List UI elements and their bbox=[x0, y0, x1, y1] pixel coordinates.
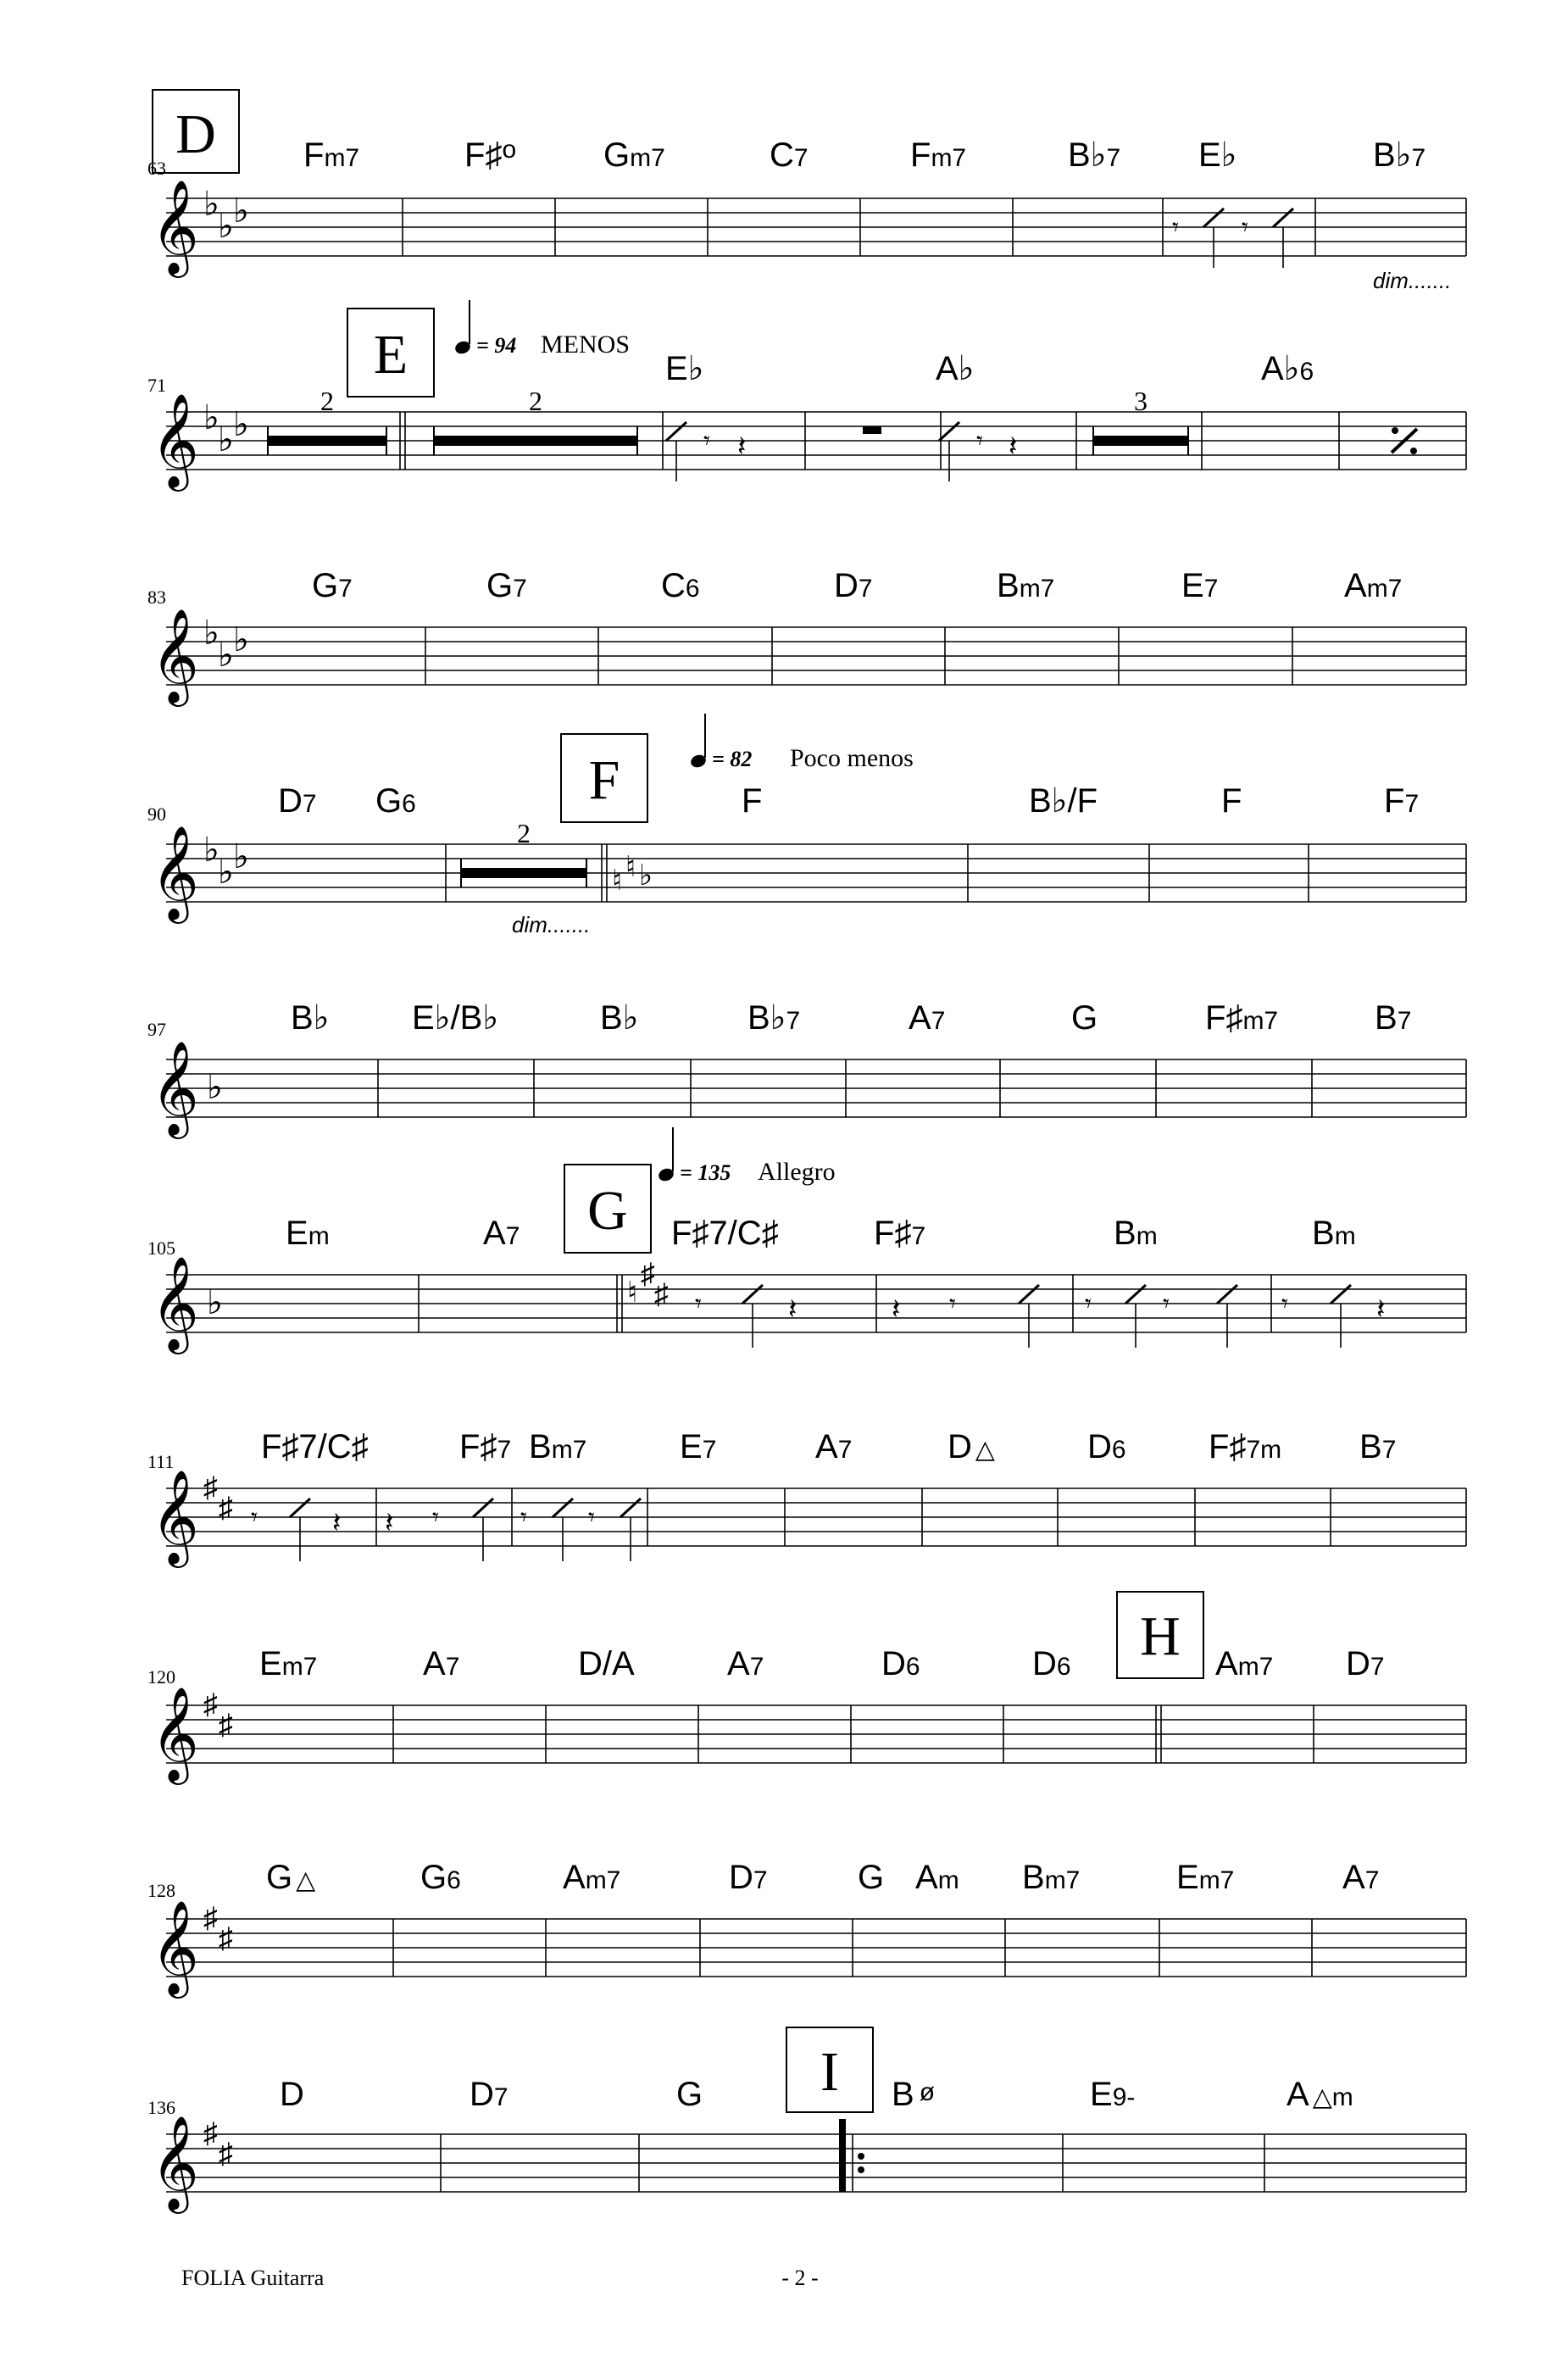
staff-lines bbox=[166, 627, 1466, 685]
svg-text:♯: ♯ bbox=[203, 1689, 218, 1721]
multirest bbox=[1093, 386, 1188, 455]
svg-text:𝄾: 𝄾 bbox=[949, 1290, 956, 1318]
measure-number: 83 bbox=[147, 587, 166, 608]
chord-symbol: A♭6 bbox=[1261, 350, 1314, 387]
rhythm-eighths bbox=[1172, 209, 1293, 268]
svg-text:𝄽: 𝄽 bbox=[892, 1294, 901, 1326]
svg-text:𝄽: 𝄽 bbox=[332, 1508, 342, 1539]
treble-clef-icon: 𝄞 bbox=[151, 1688, 199, 1779]
chord-symbol: E9- bbox=[1090, 2076, 1136, 2113]
chord-symbol: E♭ bbox=[1198, 136, 1237, 174]
key-signature bbox=[203, 2118, 233, 2170]
chord-symbol: A7 bbox=[483, 1215, 520, 1252]
repeat-start-barline bbox=[839, 2119, 864, 2192]
svg-text:𝄾: 𝄾 bbox=[1242, 214, 1248, 242]
measure-number: 128 bbox=[147, 1880, 175, 1901]
tempo-marking bbox=[453, 300, 630, 359]
chord-symbol: G bbox=[1071, 999, 1098, 1037]
svg-text:♭: ♭ bbox=[233, 192, 249, 230]
rehearsal-letter-e: E bbox=[373, 324, 408, 386]
svg-text:2: 2 bbox=[529, 386, 542, 416]
chord-symbol: B♭ bbox=[291, 999, 330, 1037]
svg-text:♯: ♯ bbox=[654, 1279, 669, 1310]
chord-symbol: E7 bbox=[1181, 567, 1219, 604]
chord-symbol: F bbox=[742, 782, 763, 820]
chord-symbol: B♭7 bbox=[1373, 136, 1426, 174]
svg-text:♭: ♭ bbox=[639, 860, 653, 892]
svg-text:♭: ♭ bbox=[218, 853, 234, 891]
svg-text:2: 2 bbox=[517, 818, 531, 848]
system-90 bbox=[147, 714, 1466, 937]
svg-text:♭: ♭ bbox=[233, 405, 249, 443]
svg-text:𝄾: 𝄾 bbox=[588, 1504, 595, 1532]
rehearsal-letter-h: H bbox=[1140, 1605, 1181, 1667]
chord-symbol: B ø bbox=[892, 2076, 936, 2113]
svg-text:♮: ♮ bbox=[625, 852, 636, 883]
chord-symbol: Gm7 bbox=[603, 136, 665, 174]
chord-symbol: F♯7 bbox=[459, 1428, 512, 1465]
key-signature bbox=[203, 1689, 233, 1741]
chord-symbol: D7 bbox=[1346, 1645, 1385, 1682]
tempo-marking bbox=[689, 714, 914, 772]
system-120 bbox=[147, 1592, 1466, 1785]
measure-number: 105 bbox=[147, 1237, 175, 1259]
svg-text:♮: ♮ bbox=[612, 865, 623, 897]
system-71 bbox=[147, 300, 1466, 492]
chord-symbol: D △ bbox=[947, 1428, 995, 1465]
svg-text:♭: ♭ bbox=[233, 620, 249, 659]
chord-symbol: Bm bbox=[1114, 1215, 1158, 1252]
chord-symbol: G6 bbox=[375, 782, 416, 820]
dynamic-dim: dim....... bbox=[1373, 268, 1452, 293]
chord-symbol: B♭7 bbox=[747, 999, 801, 1037]
chord-symbol: F♯7/C♯ bbox=[261, 1428, 369, 1465]
chord-symbol: Fm7 bbox=[910, 136, 967, 174]
chord-symbol: Am7 bbox=[1215, 1645, 1274, 1682]
svg-text:Poco menos: Poco menos bbox=[790, 744, 914, 772]
chord-symbol: G bbox=[858, 1859, 885, 1896]
key-signature bbox=[203, 614, 249, 674]
rehearsal-letter-d: D bbox=[175, 103, 216, 165]
treble-clef-icon: 𝄞 bbox=[151, 181, 199, 272]
chord-symbol: D7 bbox=[729, 1859, 768, 1896]
svg-text:♭: ♭ bbox=[207, 1068, 223, 1106]
system-83 bbox=[147, 567, 1466, 707]
chord-symbol: F♯m7 bbox=[1205, 999, 1279, 1037]
svg-text:𝄽: 𝄽 bbox=[1009, 431, 1018, 463]
rehearsal-letter-g: G bbox=[587, 1180, 628, 1242]
key-signature bbox=[207, 1068, 223, 1106]
key-signature bbox=[207, 1283, 223, 1321]
svg-text:MENOS: MENOS bbox=[541, 331, 631, 359]
rhythm-eighths bbox=[251, 1499, 641, 1561]
chord-symbol: B♭/F bbox=[1029, 782, 1098, 820]
staff-lines bbox=[166, 2134, 1466, 2192]
chord-symbol: F7 bbox=[1384, 782, 1420, 820]
chord-symbol: G △ bbox=[266, 1859, 316, 1896]
svg-text:Allegro: Allegro bbox=[758, 1158, 836, 1186]
chord-symbol: Am7 bbox=[1344, 567, 1403, 604]
chord-symbol: F♯7m bbox=[1209, 1428, 1282, 1465]
svg-text:= 94: = 94 bbox=[476, 333, 517, 358]
chord-symbol: A♭ bbox=[936, 350, 975, 387]
svg-text:♯: ♯ bbox=[219, 1710, 233, 1741]
svg-text:♯: ♯ bbox=[219, 1493, 233, 1524]
key-signature bbox=[203, 1903, 233, 1955]
chord-symbol: F♯7/C♯ bbox=[671, 1215, 779, 1252]
svg-text:♯: ♯ bbox=[219, 2138, 233, 2170]
chord-symbol: Bm7 bbox=[529, 1428, 587, 1465]
system-136 bbox=[147, 2027, 1466, 2214]
svg-text:♭: ♭ bbox=[203, 614, 220, 652]
svg-text:♯: ♯ bbox=[203, 2118, 218, 2149]
svg-text:𝄾: 𝄾 bbox=[695, 1290, 702, 1318]
chord-symbol: E7 bbox=[680, 1428, 717, 1465]
chord-symbol: F♯7 bbox=[874, 1215, 926, 1252]
multirest bbox=[461, 818, 586, 887]
svg-text:𝄾: 𝄾 bbox=[1172, 214, 1179, 242]
rhythm-eighths bbox=[695, 1285, 1385, 1348]
multirest bbox=[434, 386, 637, 455]
chord-symbol: G bbox=[676, 2076, 703, 2113]
chord-symbol: A7 bbox=[423, 1645, 460, 1682]
svg-text:3: 3 bbox=[1134, 386, 1148, 416]
rehearsal-letter-i: I bbox=[820, 2041, 839, 2103]
svg-text:𝄾: 𝄾 bbox=[251, 1504, 258, 1532]
treble-clef-icon: 𝄞 bbox=[151, 1902, 199, 1993]
svg-text:♭: ♭ bbox=[203, 398, 220, 437]
system-105 bbox=[147, 1127, 1466, 1354]
chord-symbol: A7 bbox=[1342, 1859, 1380, 1896]
rehearsal-letter-f: F bbox=[588, 749, 620, 811]
measure-number: 136 bbox=[147, 2097, 175, 2118]
chord-symbol: D6 bbox=[1032, 1645, 1071, 1682]
chord-symbol: G6 bbox=[420, 1859, 461, 1896]
chord-symbol: B♭7 bbox=[1068, 136, 1121, 174]
staff-lines bbox=[166, 198, 1466, 256]
chord-symbol: F bbox=[1221, 782, 1242, 820]
chord-symbol: D/A bbox=[578, 1645, 635, 1682]
svg-text:♯: ♯ bbox=[641, 1259, 655, 1290]
staff-lines bbox=[166, 1705, 1466, 1763]
chord-symbol: C7 bbox=[770, 136, 809, 174]
treble-clef-icon: 𝄞 bbox=[151, 2117, 199, 2208]
svg-text:♭: ♭ bbox=[218, 420, 234, 459]
chord-symbol: D bbox=[280, 2076, 304, 2113]
key-signature bbox=[203, 185, 249, 245]
svg-text:♭: ♭ bbox=[203, 831, 220, 869]
svg-text:♭: ♭ bbox=[233, 837, 249, 876]
staff-lines bbox=[166, 1488, 1466, 1546]
svg-text:♯: ♯ bbox=[203, 1903, 218, 1934]
svg-text:𝄾: 𝄾 bbox=[976, 427, 983, 455]
chord-symbol: Bm7 bbox=[1022, 1859, 1081, 1896]
svg-text:𝄽: 𝄽 bbox=[385, 1508, 394, 1539]
chord-symbol: E♭/B♭ bbox=[412, 999, 499, 1037]
chord-symbol: D7 bbox=[278, 782, 317, 820]
treble-clef-icon: 𝄞 bbox=[151, 395, 199, 486]
measure-number: 97 bbox=[147, 1019, 166, 1040]
svg-text:♭: ♭ bbox=[218, 207, 234, 245]
chord-symbol: D6 bbox=[881, 1645, 920, 1682]
key-signature bbox=[203, 398, 249, 459]
key-change bbox=[627, 1259, 669, 1310]
system-128 bbox=[147, 1859, 1466, 1999]
key-signature bbox=[203, 831, 249, 891]
treble-clef-icon: 𝄞 bbox=[151, 610, 199, 701]
staff-lines bbox=[166, 1919, 1466, 1977]
chord-symbol: A7 bbox=[815, 1428, 853, 1465]
measure-number: 111 bbox=[147, 1451, 175, 1472]
system-111 bbox=[147, 1428, 1466, 1568]
svg-text:𝄾: 𝄾 bbox=[520, 1504, 527, 1532]
chord-symbol: A7 bbox=[909, 999, 946, 1037]
svg-text:𝄽: 𝄽 bbox=[788, 1294, 797, 1326]
footer-title: FOLIA Guitarra bbox=[181, 2266, 325, 2290]
svg-text:♯: ♯ bbox=[219, 1923, 233, 1955]
svg-text:♭: ♭ bbox=[203, 185, 220, 223]
svg-text:♯: ♯ bbox=[203, 1472, 218, 1504]
chord-symbol: D7 bbox=[470, 2076, 508, 2113]
staff-lines bbox=[166, 1059, 1466, 1117]
tempo-marking bbox=[657, 1127, 835, 1186]
treble-clef-icon: 𝄞 bbox=[151, 1043, 199, 1133]
svg-text:𝄾: 𝄾 bbox=[1281, 1290, 1288, 1318]
staff-lines bbox=[166, 844, 1466, 902]
measure-number: 90 bbox=[147, 804, 166, 825]
chord-symbol: Bm bbox=[1312, 1215, 1356, 1252]
svg-text:♭: ♭ bbox=[218, 636, 234, 674]
svg-text:𝄾: 𝄾 bbox=[432, 1504, 439, 1532]
measure-number: 120 bbox=[147, 1666, 175, 1688]
chord-symbol: A △m bbox=[1286, 2076, 1353, 2113]
dynamic-dim: dim....... bbox=[512, 912, 591, 937]
svg-text:𝄽: 𝄽 bbox=[737, 431, 747, 463]
chord-symbol: B7 bbox=[1359, 1428, 1397, 1465]
chord-symbol: D7 bbox=[834, 567, 873, 604]
chord-symbol: D6 bbox=[1087, 1428, 1126, 1465]
chord-symbol: A7 bbox=[727, 1645, 764, 1682]
chord-symbol: F♯$^o$ bbox=[464, 136, 517, 174]
svg-text:2: 2 bbox=[320, 386, 334, 416]
chord-symbol: B7 bbox=[1375, 999, 1412, 1037]
chord-symbol: Em7 bbox=[259, 1645, 318, 1682]
svg-text:= 135: = 135 bbox=[680, 1160, 731, 1185]
chord-symbol: Am bbox=[915, 1859, 959, 1896]
treble-clef-icon: 𝄞 bbox=[151, 1258, 199, 1348]
treble-clef-icon: 𝄞 bbox=[151, 827, 199, 918]
chord-symbol: E♭ bbox=[665, 350, 704, 387]
measure-number: 71 bbox=[147, 375, 166, 396]
page-number: - 2 - bbox=[781, 2266, 819, 2290]
svg-text:𝄽: 𝄽 bbox=[1376, 1294, 1386, 1326]
svg-text:= 82: = 82 bbox=[712, 747, 753, 771]
rhythm-eighths bbox=[666, 422, 1017, 481]
system-97 bbox=[147, 999, 1466, 1139]
svg-text:𝄾: 𝄾 bbox=[1163, 1290, 1170, 1318]
system-63 bbox=[147, 90, 1466, 293]
chord-symbol: B♭ bbox=[600, 999, 639, 1037]
svg-text:♮: ♮ bbox=[627, 1277, 638, 1309]
svg-text:𝄾: 𝄾 bbox=[1085, 1290, 1092, 1318]
chord-symbol: C6 bbox=[661, 567, 700, 604]
chord-symbol: Em7 bbox=[1176, 1859, 1235, 1896]
chord-symbol: G7 bbox=[312, 567, 353, 604]
svg-text:♭: ♭ bbox=[207, 1283, 223, 1321]
key-signature bbox=[203, 1472, 233, 1524]
chord-symbol: Fm7 bbox=[303, 136, 360, 174]
treble-clef-icon: 𝄞 bbox=[151, 1471, 199, 1562]
measure-number: 63 bbox=[147, 158, 166, 179]
chord-symbol: Bm7 bbox=[997, 567, 1055, 604]
svg-text:𝄾: 𝄾 bbox=[703, 427, 710, 455]
chord-symbol: Am7 bbox=[563, 1859, 621, 1896]
chord-symbol: Em bbox=[286, 1215, 330, 1252]
chord-symbol: G7 bbox=[486, 567, 527, 604]
